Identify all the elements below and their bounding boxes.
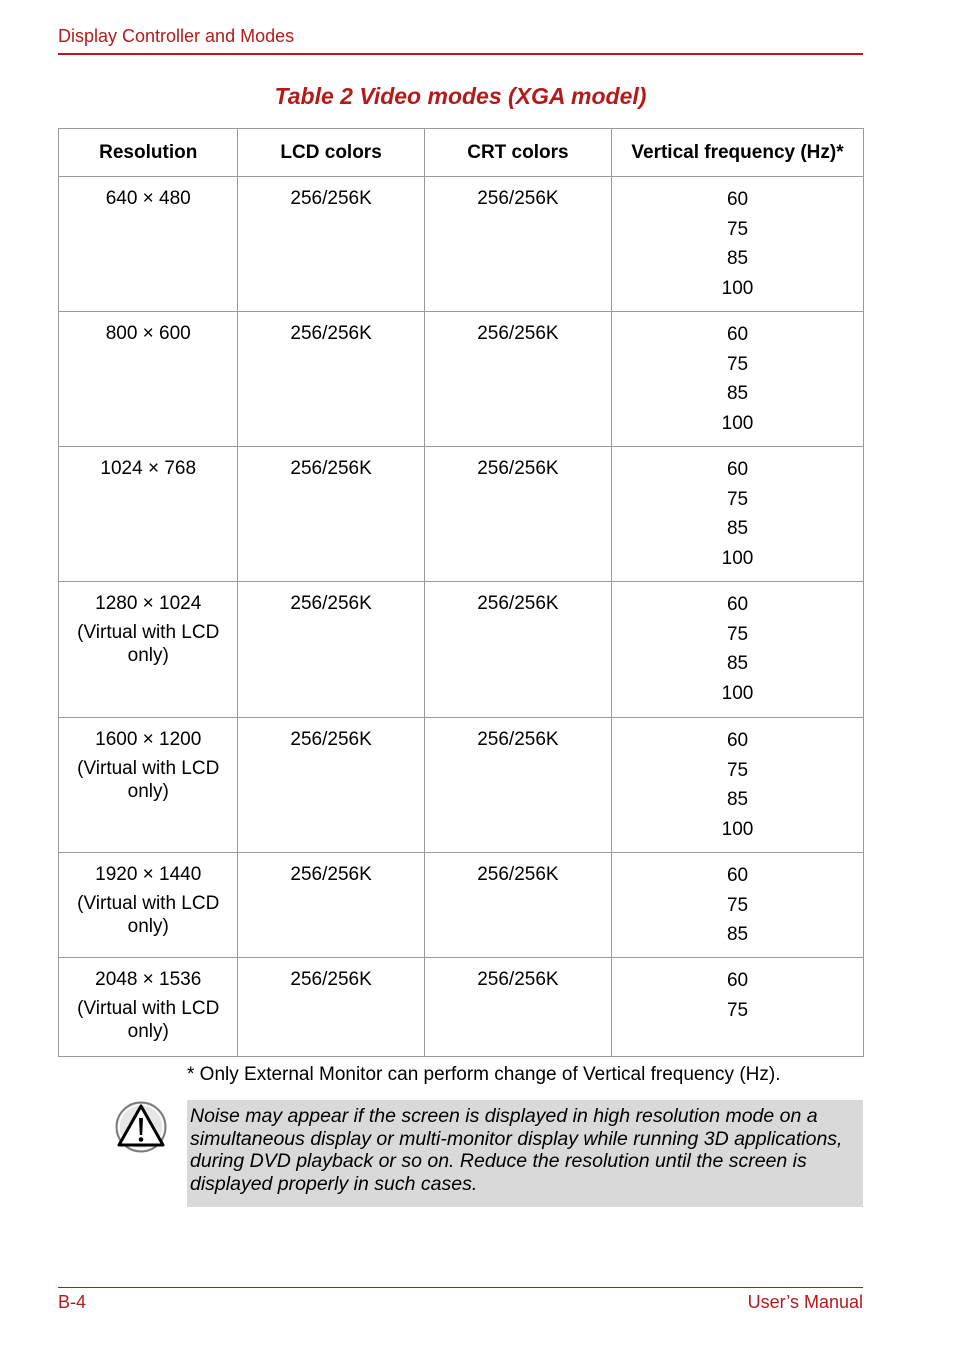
- frequency-value: 75: [726, 353, 749, 375]
- frequency-value: 85: [726, 383, 749, 405]
- frequency-value: 60: [726, 865, 749, 886]
- resolution-value: 800 × 600: [105, 323, 191, 344]
- table-body: [59, 177, 864, 1057]
- frequency-value: 100: [721, 548, 754, 570]
- cell-crt-colors: 256/256K: [424, 177, 611, 312]
- frequency-value: 75: [726, 623, 749, 645]
- cell-vertical-frequency: [612, 582, 864, 718]
- resolution-value: 1024 × 768: [100, 458, 197, 479]
- column-header-lcd-colors: LCD colors: [238, 129, 424, 177]
- header-rule: [58, 53, 863, 55]
- cell-resolution: [59, 312, 238, 447]
- table-caption: Table 2 Video modes (XGA model): [274, 83, 647, 109]
- video-modes-table: [58, 128, 864, 1057]
- page-number: B-4: [58, 1292, 87, 1312]
- cell-vertical-frequency: [612, 853, 864, 958]
- warning-triangle-icon: [115, 1101, 167, 1153]
- manual-title: User’s Manual: [747, 1292, 863, 1312]
- cell-resolution: [59, 582, 238, 718]
- resolution-note: (Virtual with LCD only): [77, 893, 220, 937]
- frequency-value: 85: [726, 248, 749, 270]
- frequency-value: 85: [726, 789, 749, 811]
- cell-crt-colors: 256/256K: [424, 718, 611, 853]
- footer-rule: [58, 1287, 863, 1288]
- caution-note: [187, 1100, 863, 1207]
- resolution-value: 1600 × 1200: [95, 729, 202, 750]
- cell-crt-colors: 256/256K: [424, 312, 611, 447]
- frequency-value: 100: [721, 413, 754, 435]
- frequency-value: 100: [721, 278, 754, 300]
- cell-resolution: [59, 447, 238, 582]
- cell-crt-colors: 256/256K: [424, 447, 611, 582]
- frequency-value: 85: [726, 518, 749, 540]
- cell-lcd-colors: 256/256K: [238, 853, 424, 958]
- frequency-value: 100: [721, 819, 754, 841]
- frequency-value: 60: [726, 324, 749, 345]
- cell-crt-colors: 256/256K: [424, 582, 611, 718]
- caution-text: Noise may appear if the screen is displayed in high resolution mode on a simultaneous display or multi-monitor display while running 3D applications, during DVD playback or so on. Reduce the resolution until the screen is displayed properly in such cases.: [190, 1105, 843, 1195]
- frequency-value: 75: [726, 759, 749, 781]
- column-header-vertical-frequency: Vertical frequency (Hz)*: [612, 129, 864, 177]
- resolution-value: 640 × 480: [105, 188, 191, 209]
- table-header-row: [59, 129, 864, 177]
- frequency-value: 75: [726, 488, 749, 510]
- frequency-value: 60: [726, 594, 749, 615]
- column-header-crt-colors: CRT colors: [424, 129, 611, 177]
- resolution-value: 2048 × 1536: [95, 969, 202, 990]
- cell-lcd-colors: 256/256K: [238, 958, 424, 1057]
- cell-lcd-colors: 256/256K: [238, 312, 424, 447]
- cell-resolution: [59, 718, 238, 853]
- cell-crt-colors: 256/256K: [424, 958, 611, 1057]
- cell-lcd-colors: 256/256K: [238, 718, 424, 853]
- resolution-value: 1280 × 1024: [95, 593, 202, 614]
- frequency-value: 75: [726, 218, 749, 240]
- resolution-value: 1920 × 1440: [95, 864, 202, 885]
- resolution-note: (Virtual with LCD only): [77, 998, 220, 1042]
- cell-resolution: [59, 177, 238, 312]
- frequency-value: 60: [726, 189, 749, 210]
- cell-resolution: [59, 958, 238, 1057]
- frequency-value: 60: [726, 970, 749, 991]
- table-row: [59, 582, 864, 718]
- frequency-value: 100: [721, 683, 754, 705]
- running-header: Display Controller and Modes: [58, 26, 295, 46]
- cell-vertical-frequency: [612, 312, 864, 447]
- resolution-note: (Virtual with LCD only): [77, 758, 220, 802]
- cell-lcd-colors: 256/256K: [238, 177, 424, 312]
- cell-lcd-colors: 256/256K: [238, 582, 424, 718]
- cell-crt-colors: 256/256K: [424, 853, 611, 958]
- cell-lcd-colors: 256/256K: [238, 447, 424, 582]
- table-row: [59, 312, 864, 447]
- cell-vertical-frequency: [612, 447, 864, 582]
- frequency-value: 60: [726, 730, 749, 751]
- table-row: [59, 718, 864, 853]
- table-row: [59, 853, 864, 958]
- frequency-value: 85: [726, 653, 749, 675]
- table-row: [59, 177, 864, 312]
- cell-vertical-frequency: [612, 958, 864, 1057]
- table-footnote: * Only External Monitor can perform change of Vertical frequency (Hz).: [187, 1064, 781, 1085]
- cell-resolution: [59, 853, 238, 958]
- frequency-value: 75: [726, 894, 749, 916]
- frequency-value: 85: [726, 924, 749, 946]
- frequency-value: 75: [726, 999, 749, 1021]
- cell-vertical-frequency: [612, 177, 864, 312]
- resolution-note: (Virtual with LCD only): [77, 622, 220, 666]
- table-row: [59, 958, 864, 1057]
- frequency-value: 60: [726, 459, 749, 480]
- table-row: [59, 447, 864, 582]
- cell-vertical-frequency: [612, 718, 864, 853]
- column-header-resolution: Resolution: [59, 129, 238, 177]
